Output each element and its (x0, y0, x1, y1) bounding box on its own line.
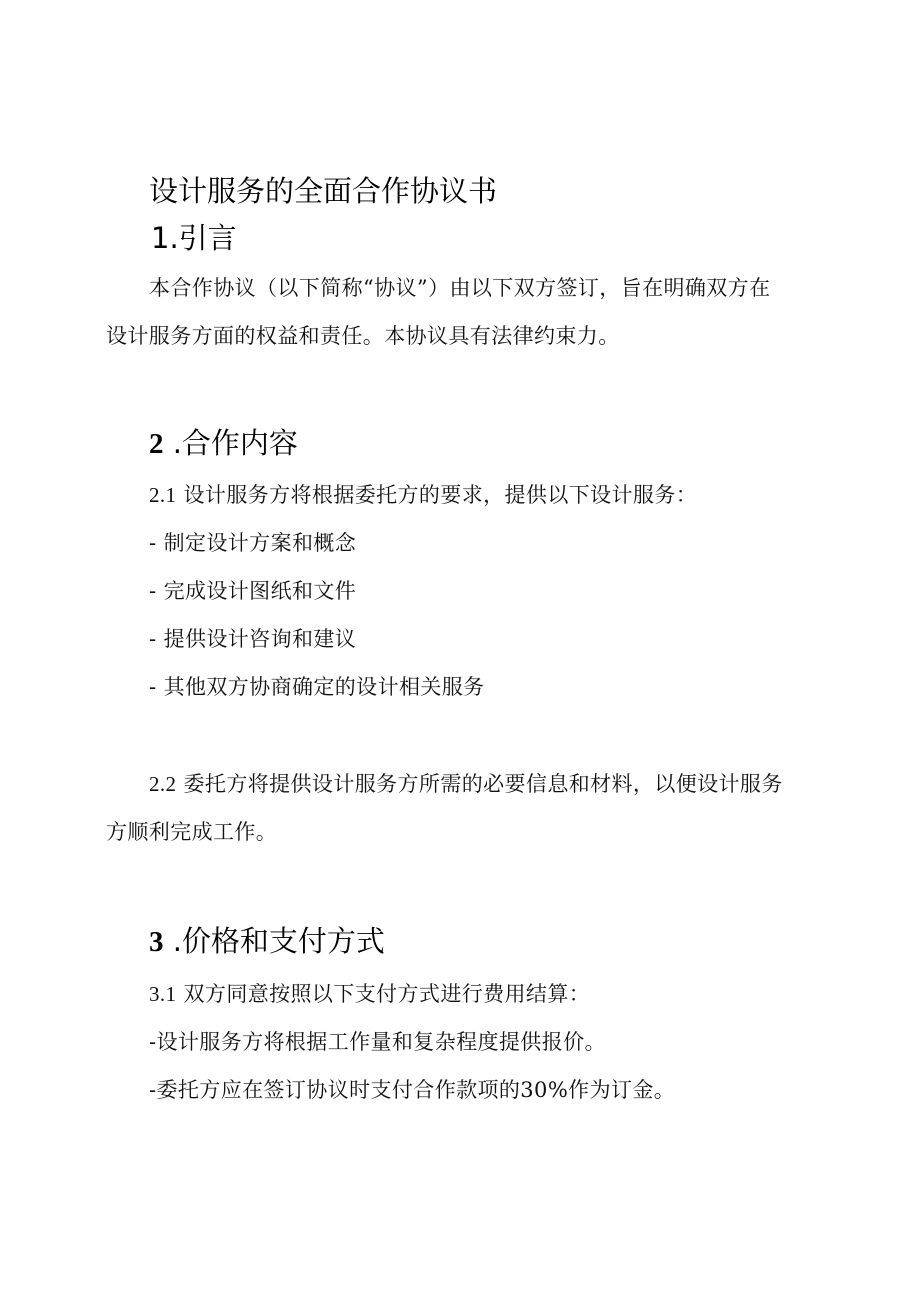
clause-2-2-text: 委托方将提供设计服务方所需的必要信息和材料，以便设计服务 (183, 772, 783, 796)
clause-2-2-line-2: 方顺利完成工作。 (106, 820, 278, 844)
list-item: - 完成设计图纸和文件 (149, 579, 357, 603)
section-1-paragraph-line-2: 设计服务方面的权益和责任。本协议具有法律约束力。 (106, 324, 620, 348)
list-item: -委托方应在签订协议时支付合作款项的30%作为订金。 (149, 1078, 676, 1102)
clause-3-1 (149, 980, 590, 1008)
clause-3-1-number: 3.1 (149, 982, 177, 1006)
document-title: 设计服务的全面合作协议书 (149, 174, 498, 208)
section-2-heading-text: .合作内容 (172, 426, 298, 460)
clause-2-2-line-1 (149, 770, 783, 798)
clause-2-1-text: 设计服务方将根据委托方的要求，提供以下设计服务： (183, 483, 698, 507)
clause-3-1-text: 双方同意按照以下支付方式进行费用结算： (183, 982, 591, 1006)
clause-2-2-number: 2.2 (149, 772, 177, 796)
section-3-heading-text: .价格和支付方式 (172, 924, 385, 958)
clause-2-1 (149, 481, 697, 509)
list-item: - 制定设计方案和概念 (149, 531, 357, 555)
section-1-heading: 1.引言 (151, 221, 237, 255)
section-2-heading (149, 424, 298, 463)
section-3-number: 3 (149, 926, 164, 958)
section-1-paragraph-line-1: 本合作协议（以下简称“协议”）由以下双方签订，旨在明确双方在 (149, 276, 771, 300)
clause-2-1-number: 2.1 (149, 483, 177, 507)
list-item: - 其他双方协商确定的设计相关服务 (149, 675, 485, 699)
section-3-heading (149, 922, 385, 961)
section-2-number: 2 (149, 428, 164, 460)
list-item: - 提供设计咨询和建议 (149, 627, 357, 651)
list-item: -设计服务方将根据工作量和复杂程度提供报价。 (149, 1030, 606, 1054)
